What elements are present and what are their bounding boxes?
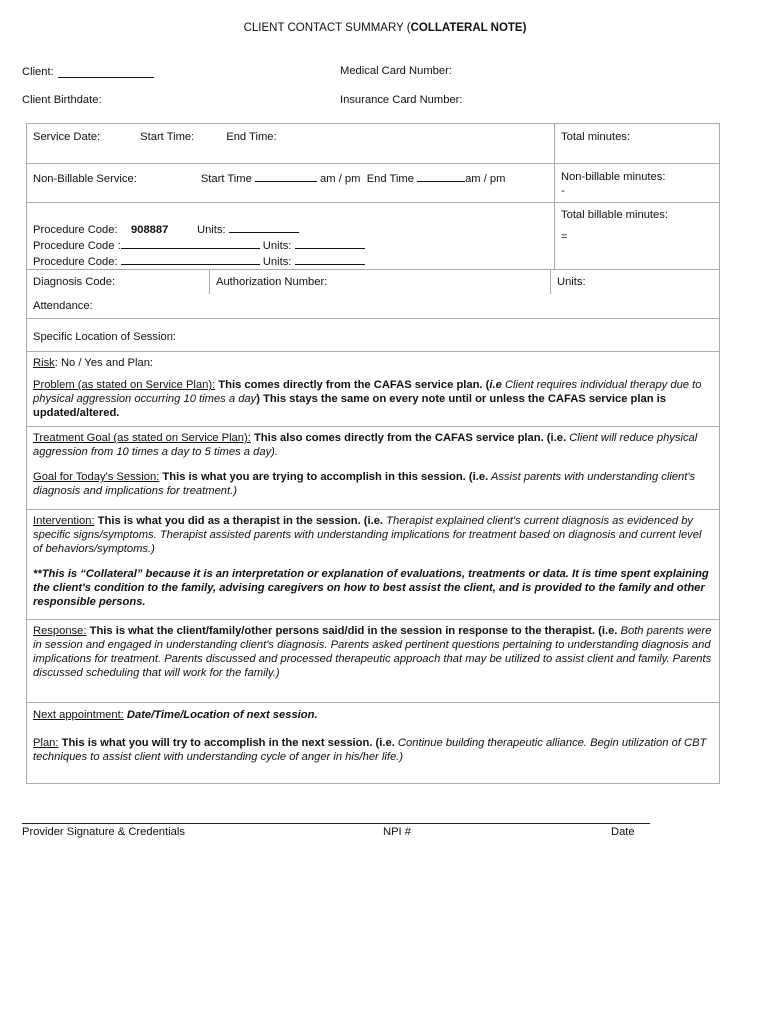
intervention-row (27, 510, 720, 620)
non-billable-start-blank[interactable] (255, 170, 317, 182)
response-paragraph: Response: This is what the client/family/other persons said/did in the session in response to the therapist. (i.e. Both parents were in session and engaged in understanding client's diagnosis. Parents asked pertinent questions pertaining to understanding diagnosis and implications for treatment. Parents discussed and processed therapeutic approach that may be utilized to assist client and family. Parents discussed scheduling that will work for the family.) (33, 625, 712, 679)
collateral-note-paragraph: **This is “Collateral” because it is an interpretation or explanation of evaluations, treatments or data. It is time spent explaining the client's condition to the family, advising caregivers on how to best assist the client, and is provided to the family and other responsible persons. (33, 568, 709, 608)
procedure-line-1: Procedure Code: 908887 Units: (33, 221, 548, 237)
risk-line: Risk: No / Yes and Plan: (33, 357, 154, 369)
response-cell (27, 620, 720, 703)
units-blank-1[interactable] (229, 221, 299, 233)
goals-row (27, 427, 720, 510)
plan-cell (27, 703, 720, 784)
non-billable-minutes-cell: Non-billable minutes: - (555, 164, 720, 203)
provider-signature-label: Provider Signature & Credentials (22, 826, 185, 838)
insurance-card-label: Insurance Card Number: (340, 94, 463, 106)
diagnosis-cell (27, 270, 720, 319)
intervention-cell (27, 510, 720, 620)
page-title: CLIENT CONTACT SUMMARY (COLLATERAL NOTE) (243, 22, 527, 34)
client-blank[interactable] (58, 65, 154, 78)
problem-paragraph: Problem (as stated on Service Plan): This comes directly from the CAFAS service plan. (i.e Client requires individual therapy due to physical aggression occurring 10 times a day) This stays the same on every note until or unless the CAFAS service plan is updated/altered. (33, 379, 702, 419)
procedure-line-2: Procedure Code : Units: (33, 237, 548, 253)
total-billable-cell: Total billable minutes: = (555, 203, 720, 270)
location-row (27, 319, 720, 352)
plan-row (27, 703, 720, 784)
treatment-goal-paragraph: Treatment Goal (as stated on Service Plan): This also comes directly from the CAFAS service plan. (i.e. Client will reduce physical aggression from 10 times a day to 5 times a day). (33, 432, 698, 458)
intervention-paragraph: Intervention: This is what you did as a therapist in the session. (i.e. Therapist explained client's current diagnosis as evidenced by specific signs/symptoms. Therapist assisted parents with understanding implications for treatment based on diagnosis and current level of behaviors/symptoms.) (33, 515, 702, 555)
risk-problem-row (27, 352, 720, 427)
non-billable-cell: Non-Billable Service: Start Time am / pm End Time am / pm (27, 164, 555, 203)
next-appointment-line: Next appointment: Date/Time/Location of next session. (33, 709, 318, 721)
goal-today-paragraph: Goal for Today's Session: This is what you are trying to accomplish in this session. (i.e. Assist parents with understanding client's diagnosis and implications for treatment.) (33, 471, 696, 497)
response-row (27, 620, 720, 703)
client-field: Client: (22, 65, 154, 78)
authorization-number-label: Authorization Number: (210, 270, 551, 294)
npi-label: NPI # (383, 826, 411, 838)
attendance-label: Attendance: (33, 300, 93, 312)
client-birthdate-label: Client Birthdate: (22, 94, 102, 106)
goals-cell (27, 427, 720, 510)
procedure-line-3: Procedure Code: Units: (33, 253, 548, 269)
procedure-code-blank-3[interactable] (121, 253, 260, 265)
service-row (27, 124, 720, 164)
diagnosis-units-label: Units: (557, 276, 586, 288)
procedure-codes-cell (27, 203, 555, 270)
procedure-code-blank-2[interactable] (121, 237, 260, 249)
date-label: Date (611, 826, 635, 838)
medical-card-label: Medical Card Number: (340, 65, 452, 77)
non-billable-row (27, 164, 720, 203)
units-blank-3[interactable] (295, 253, 365, 265)
units-blank-2[interactable] (295, 237, 365, 249)
diagnosis-row (27, 270, 720, 319)
contact-summary-form (26, 123, 720, 784)
risk-problem-cell (27, 352, 720, 427)
total-minutes-cell: Total minutes: (555, 124, 720, 164)
plan-paragraph: Plan: This is what you will try to accomplish in the next session. (i.e. Continue building therapeutic alliance. Begin utilization of CBT techniques to assist client with understanding cycle of anger in his/her life.) (33, 737, 707, 763)
diagnosis-code-label: Diagnosis Code: (27, 270, 210, 294)
location-label: Specific Location of Session: (27, 319, 720, 352)
non-billable-end-blank[interactable] (417, 170, 465, 182)
service-times-cell: Service Date: Start Time: End Time: (27, 124, 555, 164)
procedure-row (27, 203, 720, 270)
signature-line[interactable] (22, 823, 650, 824)
